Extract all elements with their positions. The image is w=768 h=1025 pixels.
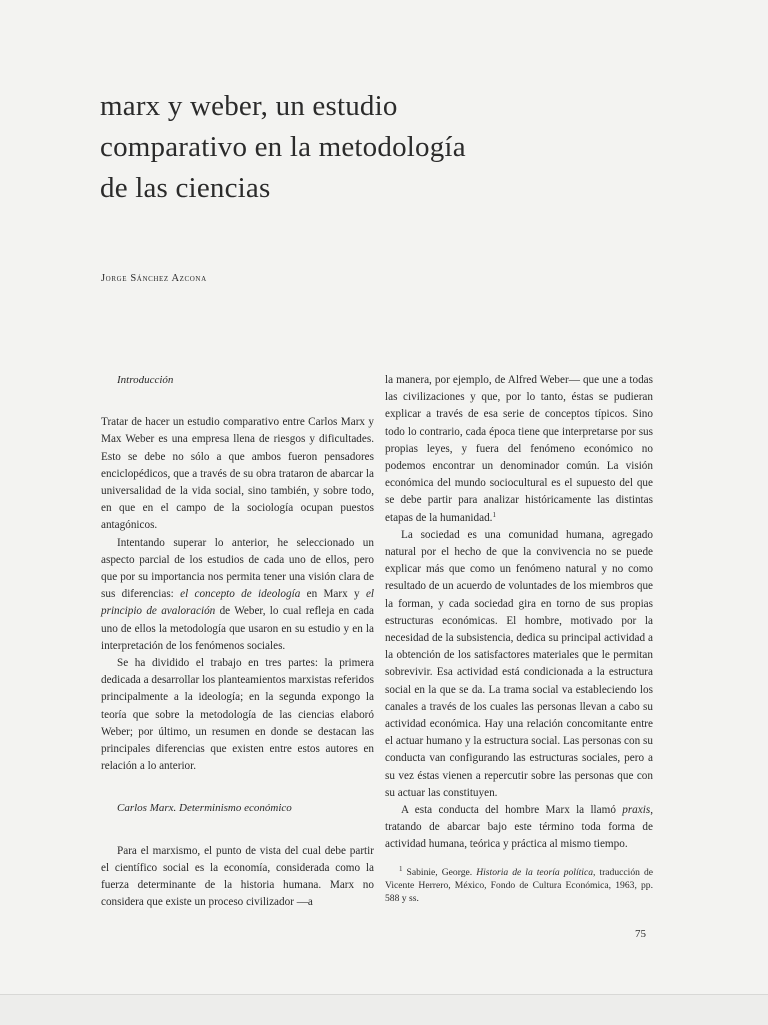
paragraph: Se ha dividido el trabajo en tres partes: la primera dedicada a desarrollar los planteamientos marxistas referidos principalmente a la ideología; en la segunda expongo la teoría que sobre la metodología de las ciencias elaboró Weber; por último, un resumen en donde se destacan las principales diferencias que existen entre estos autores en relación a lo anterior.	[101, 657, 374, 773]
title-line-1: marx y weber, un estudio	[100, 90, 398, 122]
italic-term: el principio de avaloración	[101, 588, 375, 618]
footnote: $^1$ Sabinie, George. Historia de la teoría política, traducción de Vicente Herrero, México, Fondo de Cultura Económica, 1963, pp. 588 y ss.	[385, 864, 653, 904]
article-title	[100, 86, 520, 209]
section-heading-introduccion: Introducción	[117, 374, 174, 386]
italic-term: el concepto de ideología	[180, 588, 301, 601]
title-line-2: comparativo en la metodología	[100, 131, 466, 163]
author-name: Jorge Sánchez Azcona	[101, 273, 207, 284]
section-heading-carlos-marx: Carlos Marx. Determinismo económico	[117, 802, 292, 815]
left-column	[101, 372, 374, 911]
paragraph: La sociedad es una comunidad humana, agregado natural por el hecho de que la convivencia no se puede explicar más que como un fenómeno natural y no como resultado de un acuerdo de voluntades de los miembros que la forman, y cada sociedad gira en torno de sus propias estructuras económicas. El hombre, motivado por la necesidad de la subsistencia, dedica su principal actividad a la obtención de los satisfactores materiales que le permitan sobrevivir. Esa actividad está condicionada a la estructura social en la que se da. La trama social va estableciendo los canales a través de los cuales las personas llevan a cabo su actividad económica. Hay una relación concomitante entre el actuar humano y la estructura social. Las personas con su conducta van configurando las estructuras sociales, pero a su vez éstas vienen a repercutir sobre las personas que con su actuar las constituyen.	[385, 528, 653, 799]
paragraph: Para el marxismo, el punto de vista del cual debe partir el científico social es la economía, considerada como la fuerza determinante de la historia humana. Marx no considera que existe un proceso civilizador —a	[101, 844, 374, 909]
right-column	[385, 372, 653, 905]
page-number: 75	[635, 928, 646, 940]
paragraph: Intentando superar lo anterior, he seleccionado un aspecto parcial de los estudios de cada uno de ellos, pero que por su importancia nos permita tener una visión clara de sus diferencias: el concepto de ideología en Marx y el principio de avaloración de Weber, lo cual refleja en cada uno de ellos la metodología que usaron en su estudio y en la interpretación de los fenómenos sociales.	[101, 536, 375, 652]
italic-term: praxis	[622, 804, 651, 817]
title-line-3: de las ciencias	[100, 172, 271, 204]
paragraph: A esta conducta del hombre Marx la llamó praxis, tratando de abarcar bajo este término toda forma de actividad humana, teórica y práctica al mismo tiempo.	[385, 804, 653, 851]
paragraph: Tratar de hacer un estudio comparativo entre Carlos Marx y Max Weber es una empresa llena de riesgos y dificultades. Esto se debe no sólo a que ambos fueron pensadores enciclopédicos, que a través de su obra trataron de abarcar la universalidad de la vida social, sino también, y sobre todo, en que en el campo de la sociología ocupan puestos antagónicos.	[101, 416, 374, 532]
page-bottom-band	[0, 994, 768, 1025]
footnote-ref: 1	[492, 510, 496, 519]
paragraph: la manera, por ejemplo, de Alfred Weber— que une a todas las civilizaciones y que, por lo tanto, éstas se pudieran explicar a través de esa serie de conceptos típicos. Sino todo lo contrario, cada época tiene que interpretarse por sus propias leyes, y fuera del fenómeno económico no podemos encontrar un denominador común. La visión económica del mundo sociocultural es el supuesto del que se debe partir para analizar históricamente las distintas etapas de la humanidad.$^1$	[385, 374, 653, 524]
